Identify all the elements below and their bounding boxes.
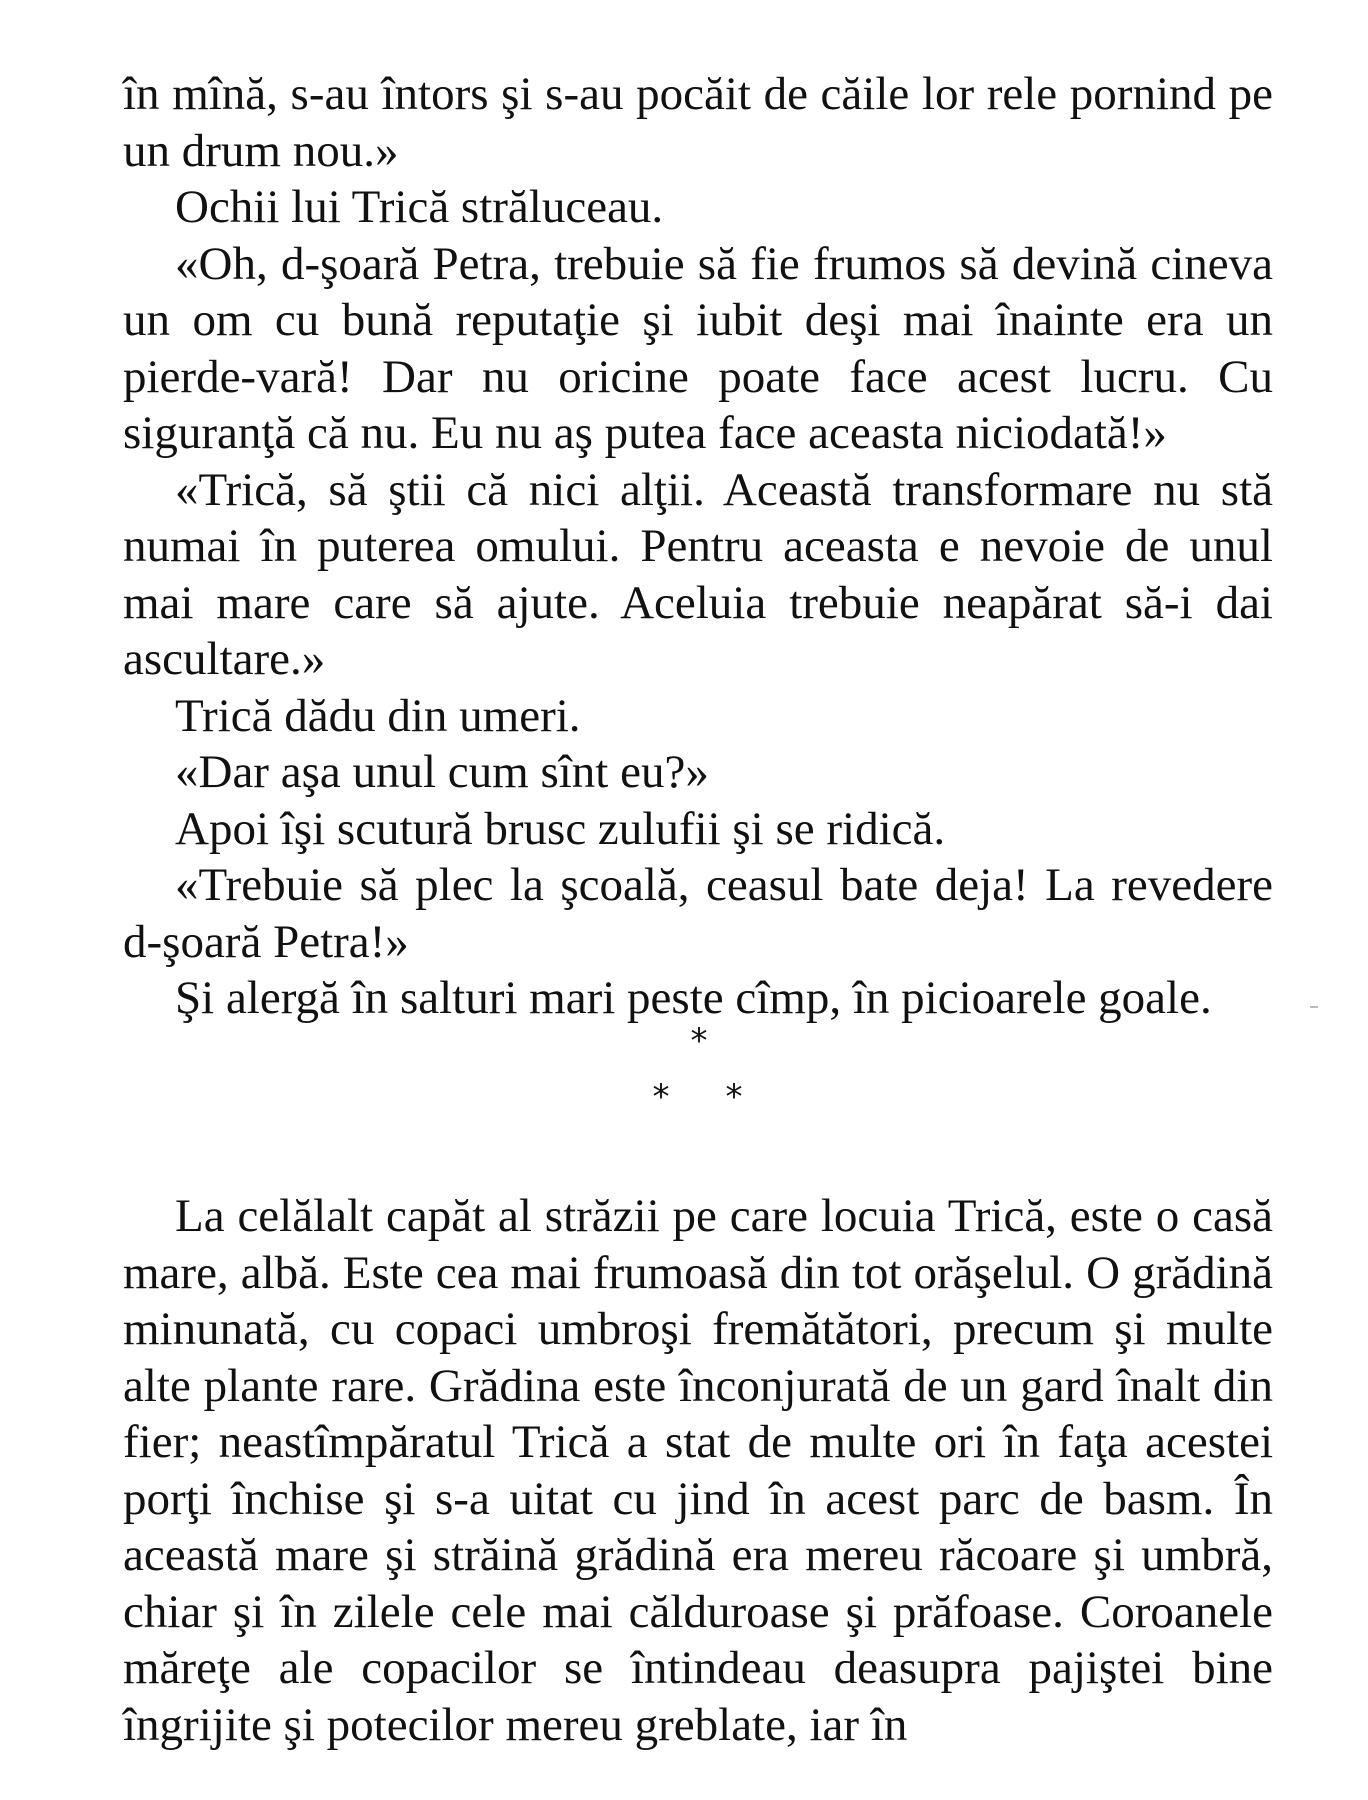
paragraph-question: «Dar aşa unul cum sînt eu?»	[175, 746, 709, 798]
scan-speck	[1310, 1006, 1318, 1008]
bottom-text-block	[123, 1188, 1273, 1753]
paragraph-stands-up: Apoi îşi scutură brusc zulufii şi se ridică.	[175, 802, 946, 855]
section-separator	[0, 1021, 1368, 1134]
paragraph-trica-speech: «Oh, d-şoară Petra, trebuie să fie frumos să devină cineva un om cu bună reputaţie şi iubit deşi mai înainte era un pierde-vară! Dar nu oricine poate face acest lucru. Cu siguranţă că nu. Eu nu aş putea face aceasta niciodată!»	[123, 237, 1273, 459]
paragraph-goodbye: «Trebuie să plec la şcoală, ceasul bate deja! La revedere d-şoară Petra!»	[123, 859, 1273, 968]
separator-asterisk: *	[652, 1077, 670, 1117]
paragraph-trica-eyes: Ochii lui Trică străluceau.	[175, 181, 664, 233]
paragraph-petra-reply: «Trică, să ştii că nici alţii. Această transformare nu stă numai în puterea omului. Pentru aceasta e nevoie de unul mai mare care să ajute. Aceluia trebuie neapărat să-i dai ascultare.»	[123, 463, 1273, 685]
top-text-block	[123, 66, 1273, 1027]
paragraph-runs-off: Şi alergă în salturi mari peste cîmp, în picioarele goale.	[175, 972, 1212, 1024]
paragraph-shrug: Trică dădu din umeri.	[175, 689, 581, 742]
paragraph-white-house: La celălalt capăt al străzii pe care locuia Trică, este o casă mare, albă. Este cea mai frumoasă din tot orăşelul. O grădină minunată, cu copaci umbroşi fremătători, precum şi multe alte plante rare. Grădina este înconjurată de un gard înalt din fier; neastîmpăratul Trică a stat de multe ori în faţa acestei porţi închise şi s-a uitat cu jind în acest parc de basm. În această mare şi străină grădină era mereu răcoare şi umbră, chiar şi în zilele cele mai călduroase şi prăfoase. Coroanele măreţe ale copacilor se întindeau deasupra pajiştei bine îngrijite şi potecilor mereu greblate, iar în	[123, 1190, 1273, 1751]
separator-asterisk: *	[725, 1077, 743, 1117]
separator-asterisk: *	[690, 1021, 708, 1061]
paragraph-continuation: în mînă, s-au întors şi s-au pocăit de căile lor rele pornind pe un drum nou.»	[123, 68, 1273, 177]
